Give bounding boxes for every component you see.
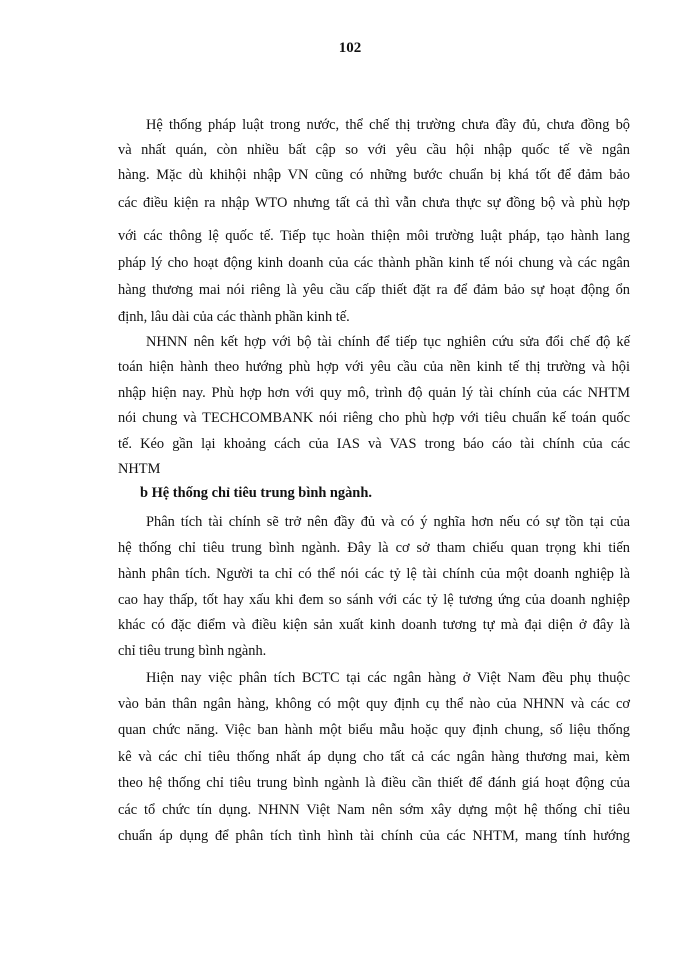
paragraph-line: Phân tích tài chính sẽ trở nên đầy đủ và có ý nghĩa hơn nếu có sự tồn tại của <box>146 514 630 530</box>
paragraph-line: NHNN nên kết hợp với bộ tài chính để tiếp tục nghiên cứu sửa đổi chế độ kế <box>146 334 630 350</box>
paragraph-line: định, lâu dài của các thành phần kinh tế. <box>118 309 350 325</box>
section-heading: b Hệ thống chỉ tiêu trung bình ngành. <box>140 485 372 501</box>
paragraph-line: các điều kiện ra nhập WTO nhưng tất cả thì vẫn chưa thực sự đồng bộ và phù hợp <box>118 195 630 211</box>
paragraph-line: tế. Kéo gần lại khoảng cách của IAS và VAS trong báo cáo tài chính của các <box>118 436 630 452</box>
paragraph-line: pháp lý cho hoạt động kinh doanh của các thành phần kinh tế nói chung và các ngân <box>118 255 630 271</box>
paragraph-line: các tổ chức tín dụng. NHNN Việt Nam nên sớm xây dựng một hệ thống chỉ tiêu <box>118 802 630 818</box>
page-number: 102 <box>338 40 362 56</box>
paragraph-line: với các thông lệ quốc tế. Tiếp tục hoàn thiện môi trường luật pháp, tạo hành lang <box>118 228 630 244</box>
paragraph-line: nhập hiện nay. Phù hợp hơn với quy mô, trình độ quản lý tài chính của các NHTM <box>118 385 630 401</box>
paragraph-line: hệ thống chỉ tiêu trung bình ngành. Đây là cơ sở tham chiếu quan trọng khi tiến <box>118 540 630 556</box>
paragraph-line: Hiện nay việc phân tích BCTC tại các ngân hàng ở Việt Nam đều phụ thuộc <box>146 670 630 686</box>
paragraph-line: hàng thương mai nói riêng là yêu cầu cấp thiết đặt ra để đảm bảo sự hoạt động ổn <box>118 282 630 298</box>
paragraph-line: hàng. Mặc dù khihội nhập VN cũng có những bước chuẩn bị khá tốt để đảm bảo <box>118 167 630 183</box>
paragraph-line: chuẩn áp dụng để phân tích tình hình tài chính của các NHTM, mang tính hướng <box>118 828 630 844</box>
paragraph-line: kê và các chỉ tiêu thống nhất áp dụng cho tất cả các ngân hàng thương mai, kèm <box>118 749 630 765</box>
paragraph-line: vào bản thân ngân hàng, không có một quy định cụ thể nào của NHNN và các cơ <box>118 696 630 712</box>
paragraph-line: khác có đặc điểm và điều kiện sản xuất kinh doanh tương tự mà đại diện ở đây là <box>118 617 630 633</box>
paragraph-line: NHTM <box>118 461 161 477</box>
paragraph-line: và nhất quán, còn nhiều bất cập so với yêu cầu hội nhập quốc tế về ngân <box>118 142 630 158</box>
paragraph-line: quan chức năng. Việc ban hành một biểu mẫu hoặc quy định chung, số liệu thống <box>118 722 630 738</box>
paragraph-line: toán hiện hành theo hướng phù hợp với yêu cầu của nền kinh tế thị trường và hội <box>118 359 630 375</box>
paragraph-line: hành phân tích. Người ta chỉ có thể nói các tỷ lệ tài chính của một doanh nghiệp là <box>118 566 630 582</box>
paragraph-line: theo hệ thống chỉ tiêu trung bình ngành là điều cần thiết để đánh giá hoạt động của <box>118 775 630 791</box>
paragraph-line: nói chung và TECHCOMBANK nói riêng cho phù hợp với tiêu chuẩn kế toán quốc <box>118 410 630 426</box>
paragraph-line: chỉ tiêu trung bình ngành. <box>118 643 267 659</box>
paragraph-line: cao hay thấp, tốt hay xấu khi đem so sánh với các tỷ lệ tương ứng của doanh nghiệp <box>118 592 630 608</box>
paragraph-line: Hệ thống pháp luật trong nước, thể chế thị trường chưa đầy đủ, chưa đồng bộ <box>146 117 630 133</box>
